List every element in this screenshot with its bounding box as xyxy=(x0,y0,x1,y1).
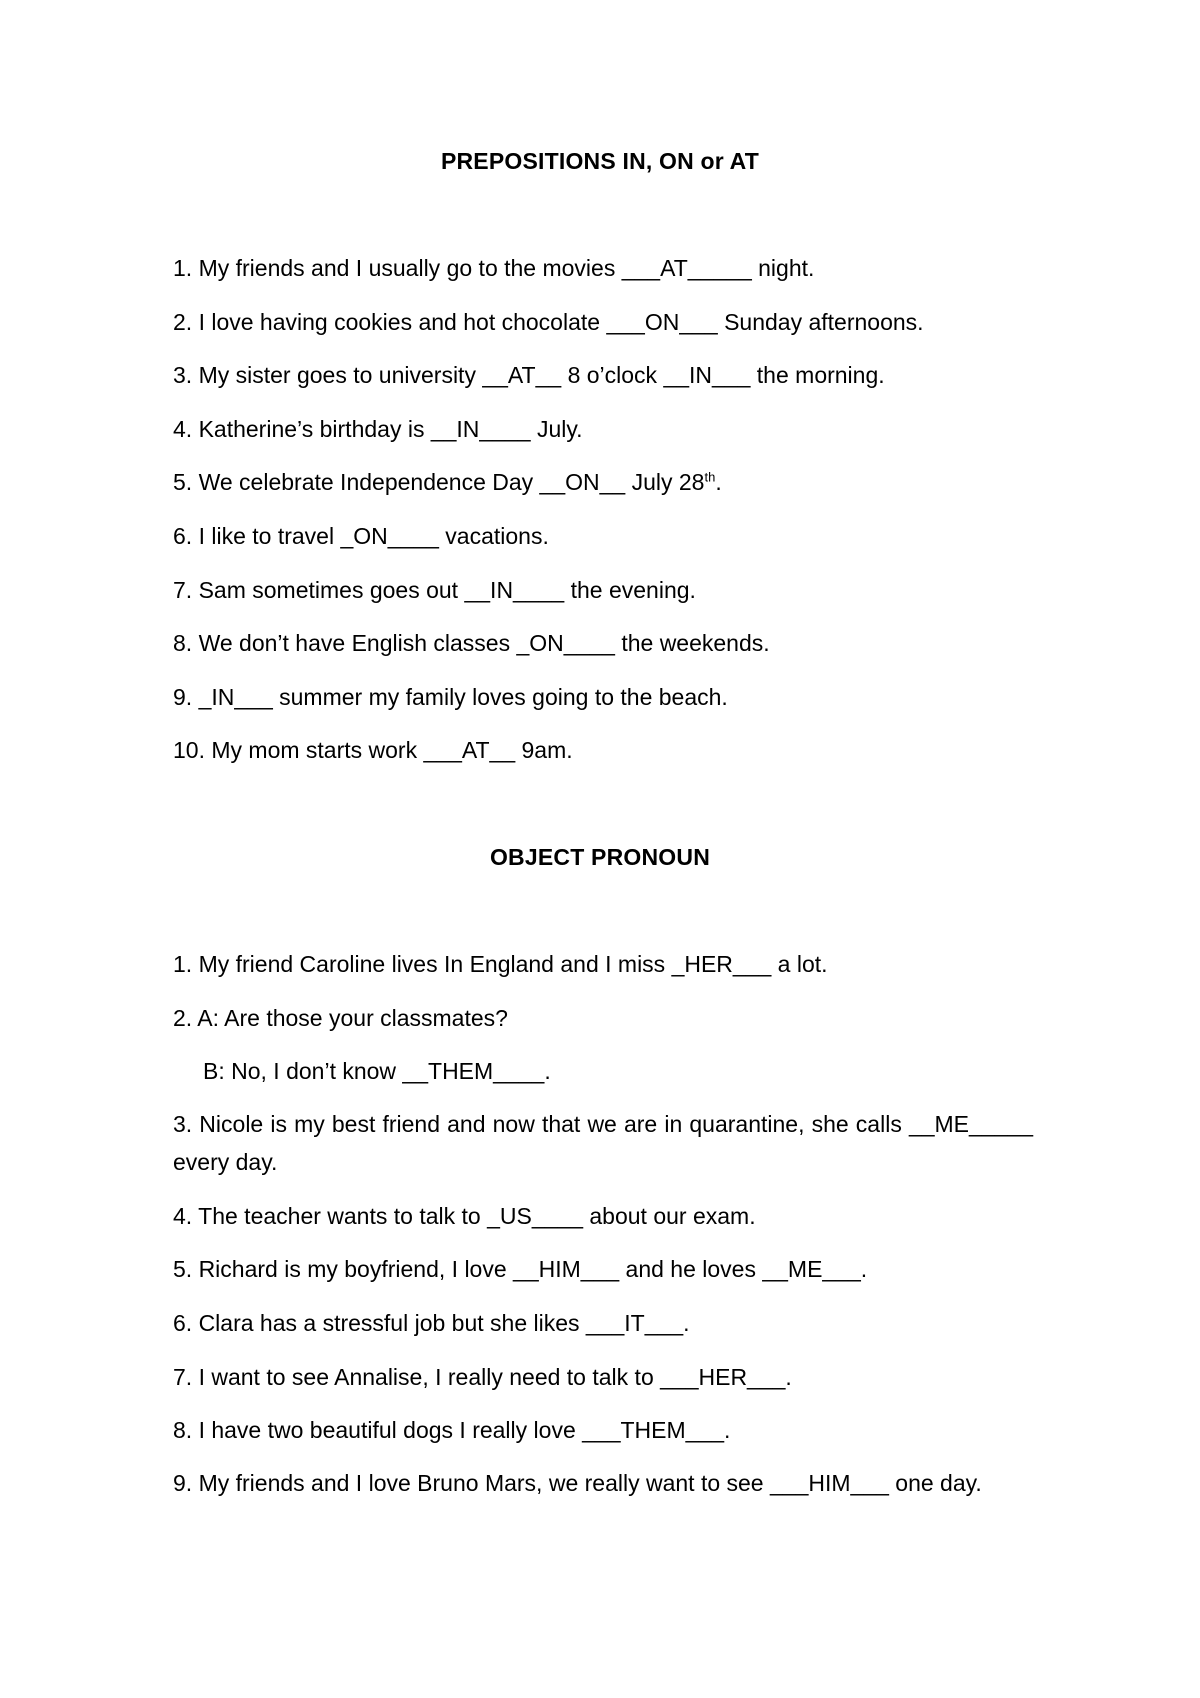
pronoun-item-4: 4. The teacher wants to talk to _US____ about our exam. xyxy=(173,1203,756,1229)
preposition-item-3: 3. My sister goes to university __AT__ 8 o’clock __IN___ the morning. xyxy=(173,362,885,388)
preposition-item-9: 9. _IN___ summer my family loves going to the beach. xyxy=(173,684,728,710)
preposition-item-5 xyxy=(173,463,1033,501)
pronoun-item-5: 5. Richard is my boyfriend, I love __HIM___ and he loves __ME___. xyxy=(173,1256,868,1282)
pronoun-item-3: 3. Nicole is my best friend and now that we are in quarantine, she calls __ME_____ every day. xyxy=(173,1111,1033,1175)
preposition-item-1: 1. My friends and I usually go to the movies ___AT_____ night. xyxy=(173,255,815,281)
object-pronoun-title: OBJECT PRONOUN xyxy=(489,844,711,870)
pronoun-item-7: 7. I want to see Annalise, I really need to talk to ___HER___. xyxy=(173,1364,792,1390)
pronoun-item-9: 9. My friends and I love Bruno Mars, we really want to see ___HIM___ one day. xyxy=(173,1470,982,1496)
preposition-item-10: 10. My mom starts work ___AT__ 9am. xyxy=(173,737,573,763)
preposition-item-5-end: . xyxy=(715,469,722,495)
pronoun-item-1: 1. My friend Caroline lives In England and I miss _HER___ a lot. xyxy=(173,951,828,977)
pronoun-item-8: 8. I have two beautiful dogs I really love ___THEM___. xyxy=(173,1417,731,1443)
preposition-item-6: 6. I like to travel _ON____ vacations. xyxy=(173,523,549,549)
ordinal-suffix: th xyxy=(704,469,716,485)
preposition-item-5-text: 5. We celebrate Independence Day __ON__ July 28 xyxy=(173,469,705,495)
preposition-item-4: 4. Katherine’s birthday is __IN____ July. xyxy=(173,416,583,442)
prepositions-title: PREPOSITIONS IN, ON or AT xyxy=(440,148,760,174)
pronoun-item-2b: B: No, I don’t know __THEM____. xyxy=(203,1058,551,1084)
pronoun-item-6: 6. Clara has a stressful job but she likes ___IT___. xyxy=(173,1310,690,1336)
preposition-item-8: 8. We don’t have English classes _ON____ the weekends. xyxy=(173,630,770,656)
pronoun-item-2a: 2. A: Are those your classmates? xyxy=(173,1005,508,1031)
preposition-item-2: 2. I love having cookies and hot chocolate ___ON___ Sunday afternoons. xyxy=(173,309,924,335)
preposition-item-7: 7. Sam sometimes goes out __IN____ the evening. xyxy=(173,577,696,603)
